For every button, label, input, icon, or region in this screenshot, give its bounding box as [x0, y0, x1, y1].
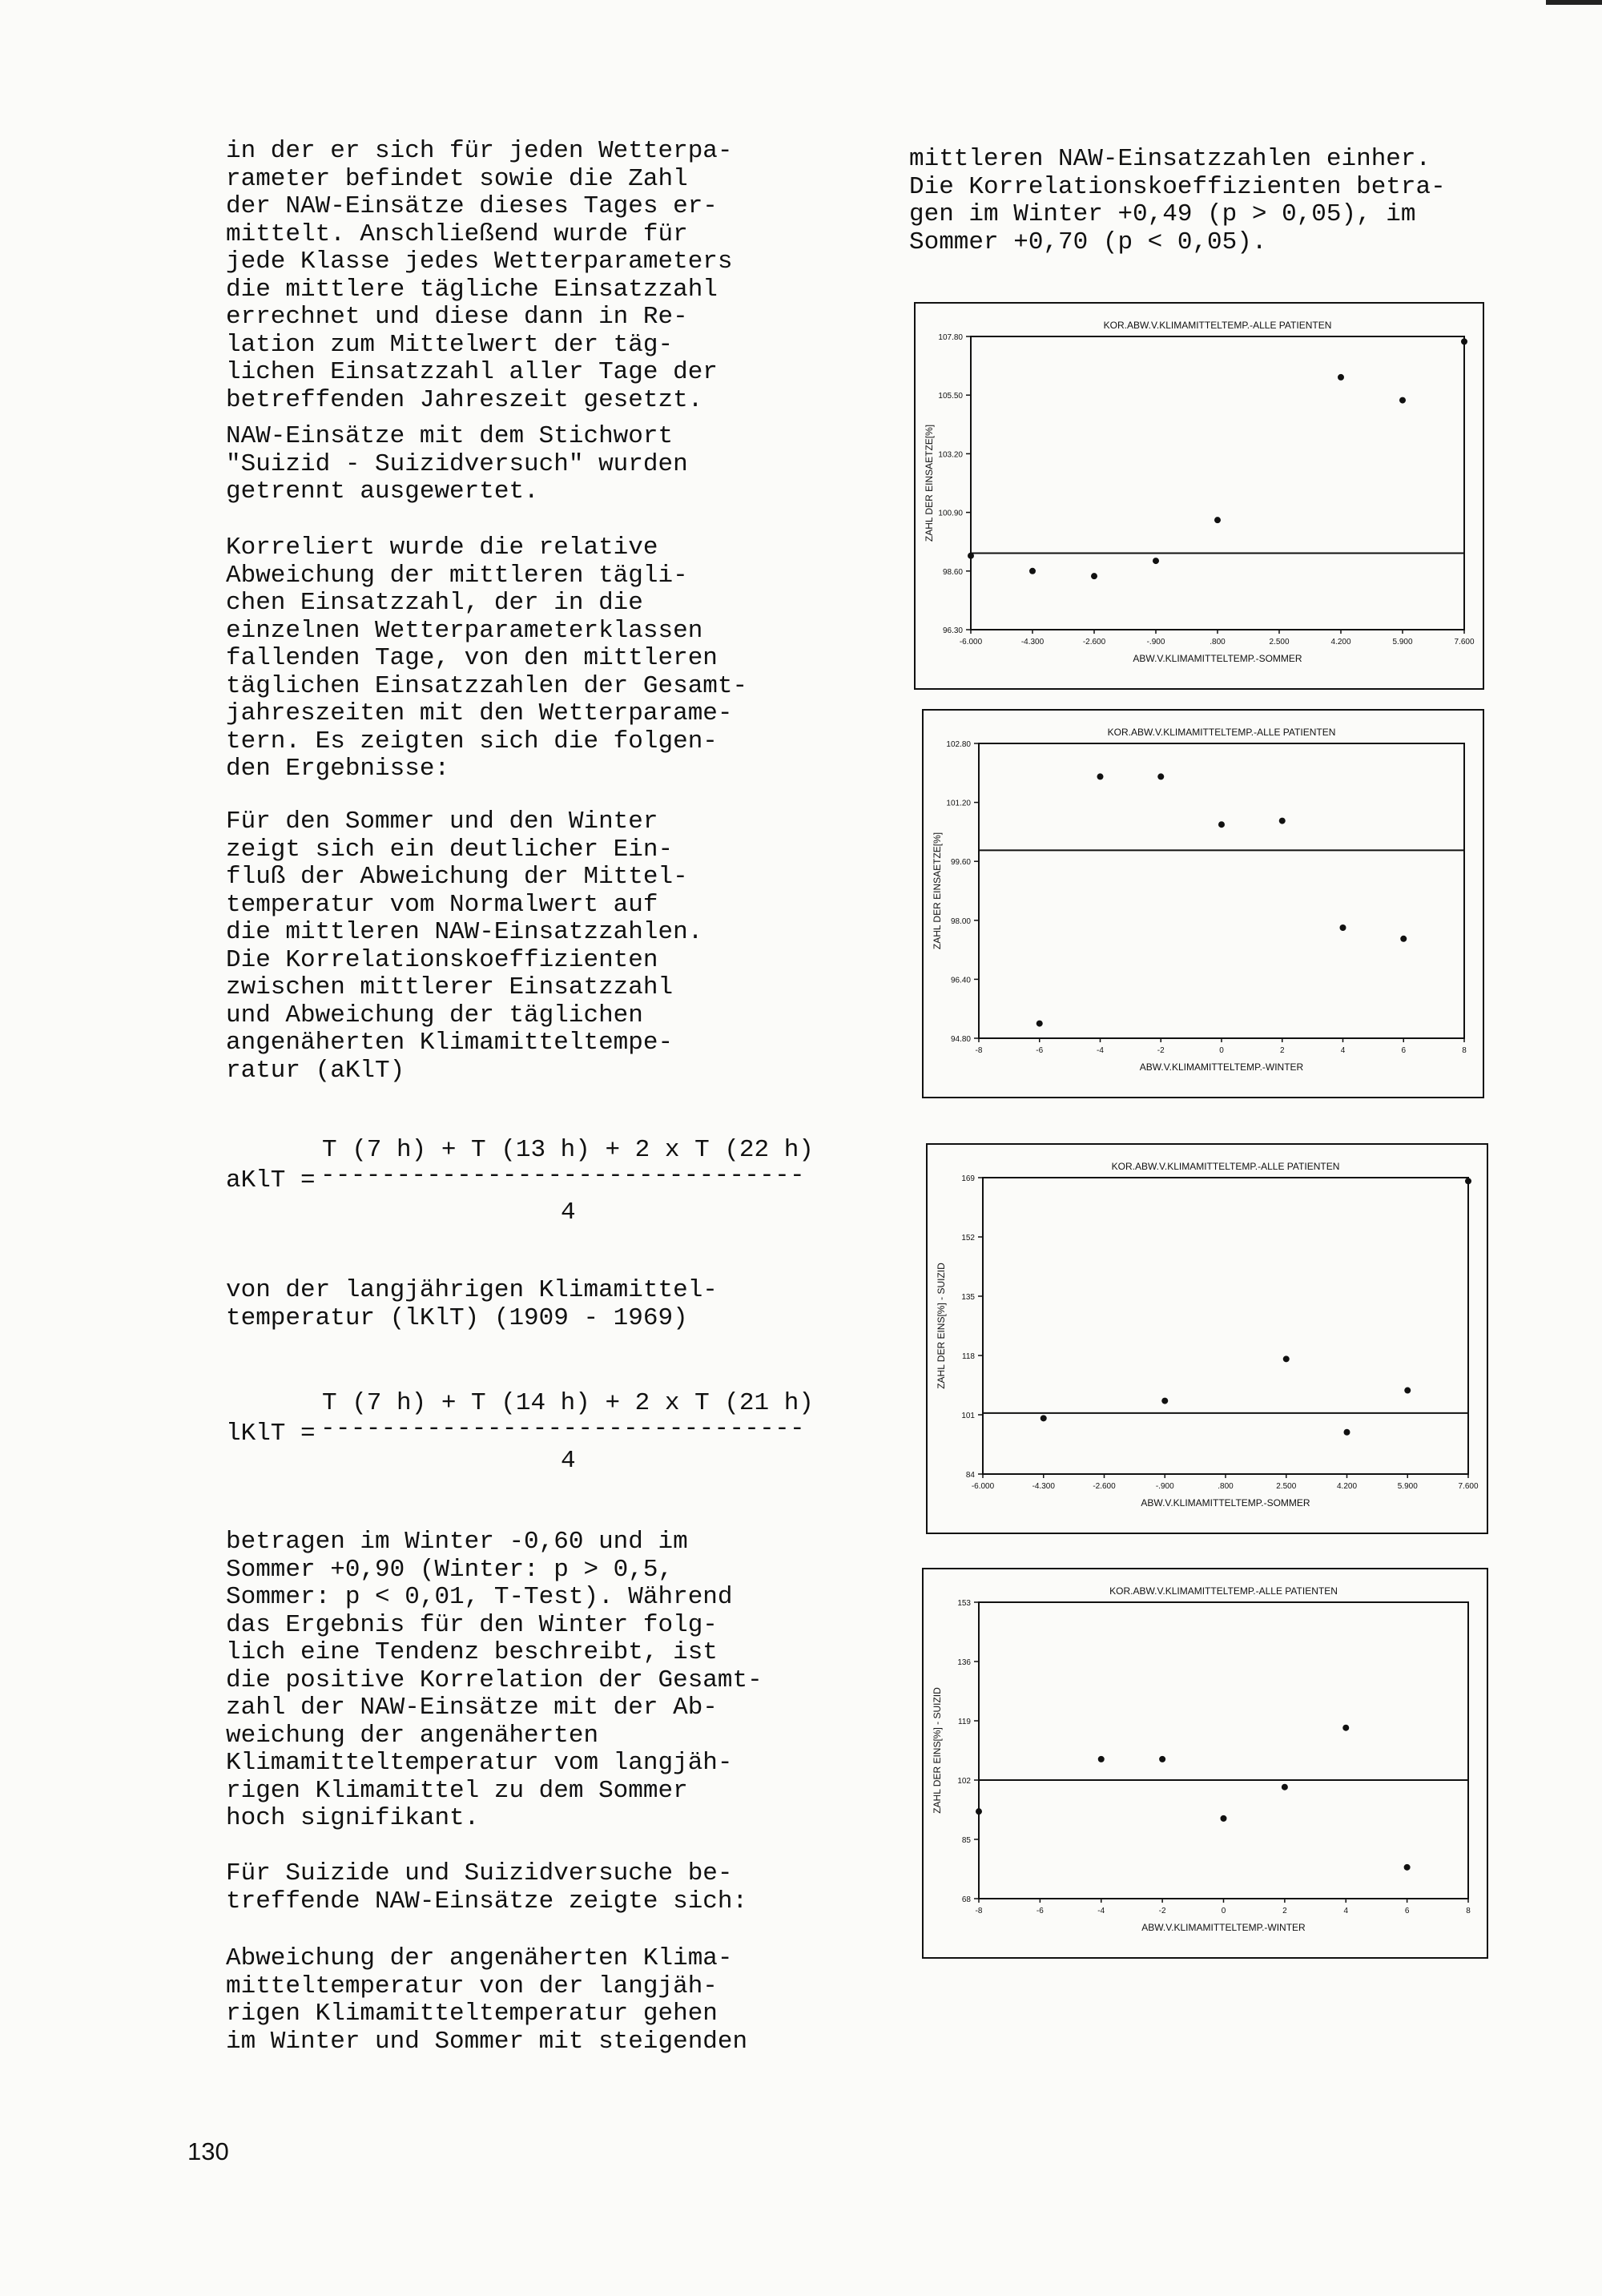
- y-tick-label: 98.60: [942, 567, 963, 577]
- chart-title: KOR.ABW.V.KLIMAMITTELTEMP.-ALLE PATIENTEN: [1109, 1585, 1338, 1597]
- text-line: NAW-Einsätze mit dem Stichwort: [226, 422, 674, 450]
- chart-frame: [923, 1569, 1487, 1958]
- data-point: [1400, 936, 1407, 942]
- data-point: [1161, 1398, 1168, 1404]
- text-line: die mittleren NAW-Einsatzzahlen.: [226, 918, 703, 946]
- y-tick-label: 152: [961, 1234, 975, 1243]
- text-line: rigen Klimamittel zu dem Sommer: [226, 1776, 688, 1805]
- text-line: Sommer +0,70 (p < 0,05).: [909, 228, 1267, 256]
- x-tick-label: -4: [1097, 1046, 1104, 1055]
- data-point: [1218, 821, 1225, 828]
- x-tick-label: -.900: [1146, 638, 1165, 647]
- x-tick-label: 8: [1462, 1046, 1467, 1055]
- formula-lklt-numerator: T (7 h) + T (14 h) + 2 x T (21 h): [322, 1389, 814, 1417]
- data-point: [1040, 1415, 1047, 1421]
- chart-frame: [927, 1144, 1487, 1533]
- data-point: [1098, 1756, 1105, 1762]
- plot-area: [971, 336, 1464, 630]
- x-tick-label: -2.600: [1082, 638, 1106, 647]
- y-tick-label: 153: [957, 1599, 971, 1608]
- text-line: Sommer: p < 0,01, T-Test). Während: [226, 1583, 733, 1611]
- data-point: [1279, 818, 1286, 824]
- x-tick-label: .800: [1210, 638, 1226, 647]
- data-point: [1404, 1864, 1411, 1871]
- text-line: Für Suizide und Suizidversuche be-: [226, 1859, 733, 1887]
- data-point: [1221, 1815, 1227, 1822]
- text-line: rigen Klimamitteltemperatur gehen: [226, 2000, 718, 2028]
- y-tick-label: 169: [961, 1174, 975, 1183]
- x-tick-label: 7.600: [1454, 638, 1475, 647]
- text-line: betreffenden Jahreszeit gesetzt.: [226, 385, 703, 414]
- chart-title: KOR.ABW.V.KLIMAMITTELTEMP.-ALLE PATIENTEN: [1103, 320, 1332, 331]
- y-tick-label: 135: [961, 1293, 975, 1302]
- plot-area: [979, 743, 1464, 1038]
- x-axis-label: ABW.V.KLIMAMITTELTEMP.-SOMMER: [1133, 653, 1302, 664]
- left-para-7: [226, 1860, 747, 1915]
- text-line: Abweichung der angenäherten Klima-: [226, 1944, 733, 1972]
- text-line: die positive Korrelation der Gesamt-: [226, 1666, 763, 1694]
- formula-aklt-lhs: aKlT =: [226, 1166, 316, 1194]
- x-tick-label: -6.000: [971, 1482, 995, 1491]
- text-line: temperatur (lKlT) (1909 - 1969): [226, 1303, 688, 1332]
- text-line: weichung der angenäherten: [226, 1721, 599, 1750]
- data-point: [1342, 1725, 1349, 1731]
- text-line: jahreszeiten mit den Wetterparame-: [226, 699, 733, 727]
- y-axis-label: ZAHL DER EINS[%] - SUIZID: [932, 1687, 943, 1814]
- x-tick-label: 5.900: [1392, 638, 1413, 647]
- x-tick-label: -6: [1036, 1046, 1044, 1055]
- data-point: [1091, 573, 1097, 579]
- text-line: mitteltemperatur von der langjäh-: [226, 1972, 718, 2000]
- x-tick-label: 2: [1279, 1046, 1285, 1055]
- text-line: rameter befindet sowie die Zahl: [226, 164, 688, 193]
- text-line: tern. Es zeigten sich die folgen-: [226, 727, 718, 755]
- x-tick-label: 4: [1343, 1907, 1349, 1915]
- text-line: Klimamitteltemperatur vom langjäh-: [226, 1749, 733, 1777]
- formula-aklt-fraction-bar: --------------------------------: [320, 1162, 805, 1190]
- x-tick-label: -8: [975, 1046, 983, 1055]
- x-tick-label: -2.600: [1093, 1482, 1116, 1491]
- y-tick-label: 103.20: [938, 450, 963, 460]
- x-tick-label: 5.900: [1397, 1482, 1418, 1491]
- x-tick-label: 0: [1221, 1907, 1226, 1915]
- x-tick-label: 6: [1404, 1907, 1410, 1915]
- data-point: [1153, 558, 1159, 564]
- text-line: täglichen Einsatzzahlen der Gesamt-: [226, 671, 748, 700]
- data-point: [1282, 1784, 1288, 1790]
- text-line: betragen im Winter -0,60 und im: [226, 1528, 688, 1556]
- y-tick-label: 68: [961, 1895, 971, 1904]
- data-point: [1029, 568, 1036, 574]
- y-axis-label: ZAHL DER EINSAETZE[%]: [924, 424, 935, 542]
- text-line: fluß der Abweichung der Mittel-: [226, 863, 688, 891]
- chart-frame: [923, 710, 1483, 1098]
- x-tick-label: 2: [1282, 1907, 1287, 1915]
- data-point: [1465, 1178, 1471, 1184]
- text-line: zwischen mittlerer Einsatzzahl: [226, 973, 674, 1001]
- right-para-1: [909, 146, 1446, 256]
- left-para-5: [226, 1277, 718, 1332]
- text-line: lation zum Mittelwert der täg-: [226, 330, 674, 359]
- x-tick-label: -4: [1097, 1907, 1105, 1915]
- data-point: [1340, 924, 1346, 931]
- x-tick-label: 8: [1466, 1907, 1471, 1915]
- y-tick-label: 101: [961, 1412, 975, 1420]
- data-point: [1404, 1388, 1411, 1394]
- text-line: Korreliert wurde die relative: [226, 534, 658, 562]
- text-line: "Suizid - Suizidversuch" wurden: [226, 449, 688, 478]
- y-tick-label: 101.20: [946, 799, 971, 808]
- x-tick-label: -2: [1157, 1046, 1165, 1055]
- text-line: lich eine Tendenz beschreibt, ist: [226, 1638, 718, 1666]
- y-tick-label: 100.90: [938, 509, 963, 518]
- x-axis-label: ABW.V.KLIMAMITTELTEMP.-WINTER: [1141, 1922, 1306, 1933]
- y-tick-label: 102: [957, 1777, 971, 1786]
- data-point: [976, 1808, 982, 1815]
- x-axis-label: ABW.V.KLIMAMITTELTEMP.-WINTER: [1139, 1061, 1304, 1073]
- x-tick-label: -6: [1036, 1907, 1044, 1915]
- y-tick-label: 94.80: [950, 1035, 971, 1044]
- left-para-1: [226, 138, 733, 414]
- text-line: mittelt. Anschließend wurde für: [226, 220, 688, 248]
- data-point: [1344, 1429, 1350, 1436]
- data-point: [1036, 1021, 1043, 1027]
- y-tick-label: 136: [957, 1658, 971, 1667]
- y-tick-label: 84: [965, 1471, 975, 1480]
- x-tick-label: 2.500: [1276, 1482, 1297, 1491]
- text-line: im Winter und Sommer mit steigenden: [226, 2027, 748, 2056]
- y-tick-label: 102.80: [946, 740, 971, 749]
- y-tick-label: 96.40: [950, 976, 971, 985]
- x-tick-label: -.900: [1155, 1482, 1174, 1491]
- x-tick-label: -2: [1158, 1907, 1166, 1915]
- text-line: treffende NAW-Einsätze zeigte sich:: [226, 1887, 748, 1915]
- x-tick-label: 2.500: [1269, 638, 1290, 647]
- data-point: [1097, 773, 1104, 779]
- formula-aklt-denominator: 4: [561, 1198, 576, 1227]
- scatter-chart-2: [921, 703, 1506, 1102]
- left-para-3: [226, 534, 747, 783]
- scatter-chart-3: [925, 1138, 1510, 1538]
- x-tick-label: 0: [1219, 1046, 1224, 1055]
- y-tick-label: 107.80: [938, 333, 963, 342]
- text-line: jede Klasse jedes Wetterparameters: [226, 248, 733, 276]
- data-point: [968, 553, 974, 559]
- text-line: die mittlere tägliche Einsatzzahl: [226, 275, 718, 304]
- text-line: ratur (aKlT): [226, 1056, 405, 1085]
- text-line: getrennt ausgewertet.: [226, 477, 539, 506]
- formula-aklt-numerator: T (7 h) + T (13 h) + 2 x T (22 h): [322, 1136, 814, 1164]
- y-tick-label: 105.50: [938, 392, 963, 401]
- chart-title: KOR.ABW.V.KLIMAMITTELTEMP.-ALLE PATIENTEN: [1111, 1161, 1340, 1172]
- text-line: mittleren NAW-Einsatzzahlen einher.: [909, 145, 1431, 173]
- text-line: der NAW-Einsätze dieses Tages er-: [226, 192, 718, 220]
- text-line: gen im Winter +0,49 (p > 0,05), im: [909, 200, 1416, 228]
- y-tick-label: 119: [958, 1718, 971, 1726]
- text-line: Sommer +0,90 (Winter: p > 0,5,: [226, 1555, 674, 1584]
- scatter-chart-4: [921, 1562, 1510, 1963]
- formula-lklt-fraction-bar: --------------------------------: [320, 1415, 805, 1443]
- text-line: Die Korrelationskoeffizienten: [226, 945, 658, 974]
- plot-area: [983, 1178, 1468, 1474]
- y-tick-label: 96.30: [942, 626, 963, 635]
- text-line: einzelnen Wetterparameterklassen: [226, 616, 703, 645]
- text-line: Für den Sommer und den Winter: [226, 808, 658, 836]
- data-point: [1338, 374, 1344, 381]
- formula-lklt-lhs: lKlT =: [226, 1420, 316, 1448]
- text-line: lichen Einsatzzahl aller Tage der: [226, 358, 718, 386]
- page-number: 130: [187, 2137, 229, 2165]
- text-line: angenäherten Klimamitteltempe-: [226, 1029, 674, 1057]
- x-tick-label: -8: [975, 1907, 983, 1915]
- plot-area: [979, 1602, 1468, 1899]
- text-line: von der langjährigen Klimamittel-: [226, 1276, 718, 1304]
- text-line: temperatur vom Normalwert auf: [226, 890, 658, 919]
- data-point: [1461, 338, 1467, 344]
- data-point: [1157, 773, 1164, 779]
- text-line: fallenden Tage, von den mittleren: [226, 644, 718, 672]
- x-axis-label: ABW.V.KLIMAMITTELTEMP.-SOMMER: [1141, 1497, 1310, 1509]
- text-line: zeigt sich ein deutlicher Ein-: [226, 835, 674, 864]
- text-line: errechnet und diese dann in Re-: [226, 303, 688, 331]
- text-line: hoch signifikant.: [226, 1804, 480, 1832]
- scatter-chart-1: [913, 296, 1506, 694]
- x-tick-label: 6: [1401, 1046, 1407, 1055]
- y-axis-label: ZAHL DER EINS[%] - SUIZID: [936, 1263, 947, 1389]
- text-line: Abweichung der mittleren tägli-: [226, 561, 688, 590]
- formula-lklt-denominator: 4: [561, 1447, 576, 1475]
- y-tick-label: 98.00: [950, 916, 971, 926]
- x-tick-label: -4.300: [1032, 1482, 1055, 1491]
- text-line: das Ergebnis für den Winter folg-: [226, 1610, 718, 1639]
- text-line: in der er sich für jeden Wetterpa-: [226, 137, 733, 165]
- left-para-8: [226, 1945, 747, 2056]
- left-para-2: [226, 423, 688, 506]
- x-tick-label: 4.200: [1336, 1482, 1358, 1491]
- x-tick-label: 4: [1340, 1046, 1346, 1055]
- page-corner-mark: [1546, 0, 1602, 5]
- y-tick-label: 118: [962, 1352, 975, 1361]
- y-tick-label: 85: [961, 1836, 971, 1845]
- left-para-6: [226, 1529, 763, 1833]
- data-point: [1283, 1355, 1290, 1362]
- data-point: [1214, 517, 1221, 523]
- chart-title: KOR.ABW.V.KLIMAMITTELTEMP.-ALLE PATIENTEN: [1107, 727, 1336, 738]
- text-line: chen Einsatzzahl, der in die: [226, 589, 643, 617]
- y-axis-label: ZAHL DER EINSAETZE[%]: [932, 832, 943, 950]
- text-line: zahl der NAW-Einsätze mit der Ab-: [226, 1694, 718, 1722]
- x-tick-label: -4.300: [1020, 638, 1045, 647]
- x-tick-label: .800: [1218, 1482, 1234, 1491]
- text-line: Die Korrelationskoeffizienten betra-: [909, 172, 1446, 201]
- text-line: und Abweichung der täglichen: [226, 1001, 643, 1029]
- left-para-4: [226, 808, 702, 1085]
- x-tick-label: 4.200: [1330, 638, 1351, 647]
- y-tick-label: 99.60: [950, 858, 971, 868]
- text-line: den Ergebnisse:: [226, 755, 450, 783]
- x-tick-label: -6.000: [959, 638, 983, 647]
- data-point: [1159, 1756, 1165, 1762]
- chart-frame: [915, 303, 1483, 689]
- data-point: [1399, 397, 1406, 404]
- x-tick-label: 7.600: [1458, 1482, 1479, 1491]
